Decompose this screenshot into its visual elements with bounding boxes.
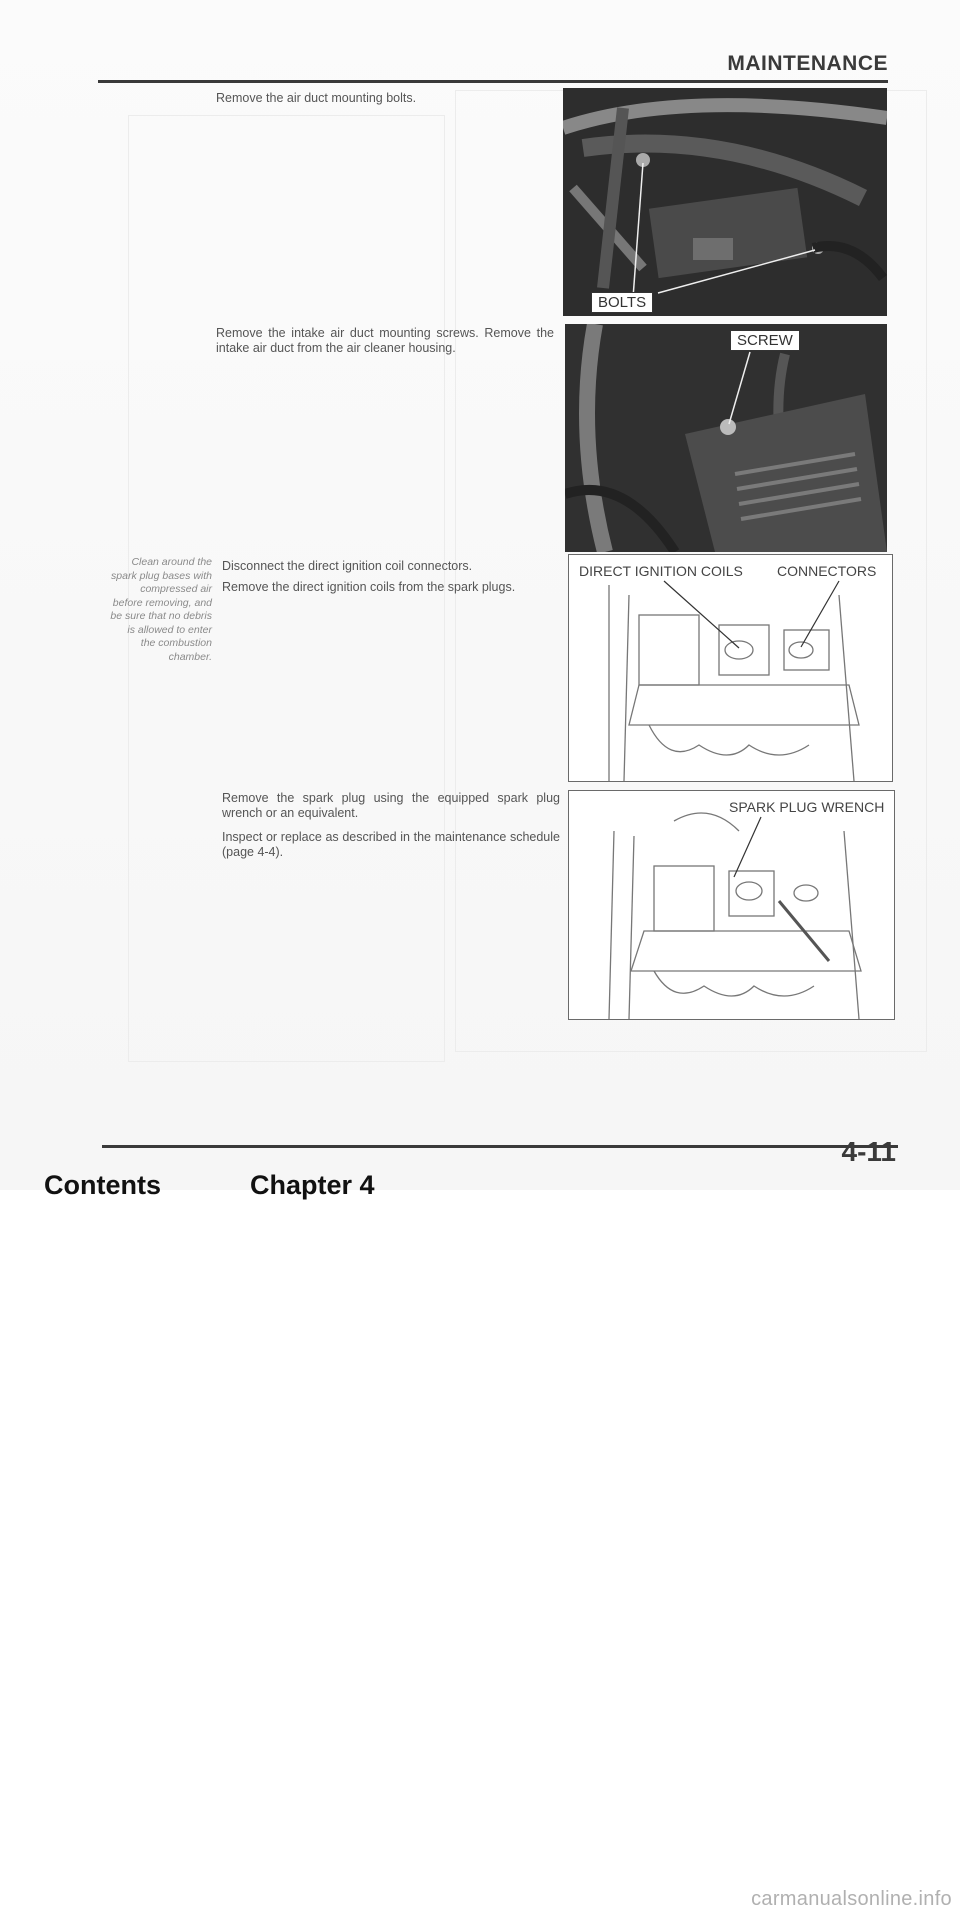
contents-link[interactable]: Contents	[44, 1170, 161, 1200]
step-remove-bolts: Remove the air duct mounting bolts.	[216, 91, 417, 105]
step-inspect-replace: Inspect or replace as described in the maintenance schedule (page 4-4).	[222, 830, 560, 859]
label-connectors: CONNECTORS	[777, 563, 877, 579]
diagram-ignition-coils-art	[569, 555, 892, 781]
callout-screw: SCREW	[730, 330, 800, 351]
chapter-4-link[interactable]: Chapter 4	[250, 1170, 375, 1200]
footer-rule	[102, 1145, 898, 1148]
photo-air-duct-bolts-art	[563, 88, 887, 316]
side-note-clean-plug-bases: Clean around the spark plug bases with compressed air before removing, and be sure that no debris is allowed to enter the combustion chamber.	[110, 556, 212, 663]
label-direct-ignition-coils: DIRECT IGNITION COILS	[579, 563, 743, 579]
step-disconnect-connectors: Disconnect the direct ignition coil connectors.	[222, 559, 473, 573]
step-remove-intake-duct: Remove the intake air duct mounting screws. Remove the intake air duct from the air cleaner housing.	[216, 326, 554, 355]
photo-air-duct-bolts	[563, 88, 887, 316]
step-remove-ignition-coils: Remove the direct ignition coils from the spark plugs.	[222, 580, 516, 594]
photo-intake-duct-screw-art	[565, 324, 887, 552]
label-spark-plug-wrench: SPARK PLUG WRENCH	[729, 799, 885, 815]
photo-intake-duct-screw	[565, 324, 887, 552]
callout-bolts: BOLTS	[591, 292, 653, 313]
diagram-spark-plug-wrench-art	[569, 791, 894, 1019]
section-title: MAINTENANCE	[727, 52, 888, 75]
watermark-text: carmanualsonline.info	[751, 1888, 952, 1910]
step-remove-spark-plug: Remove the spark plug using the equipped spark plug wrench or an equivalent.	[222, 791, 560, 820]
diagram-spark-plug-wrench	[568, 790, 895, 1020]
header-rule	[98, 80, 888, 83]
page-number: 4-11	[841, 1136, 896, 1167]
diagram-ignition-coils	[568, 554, 893, 782]
